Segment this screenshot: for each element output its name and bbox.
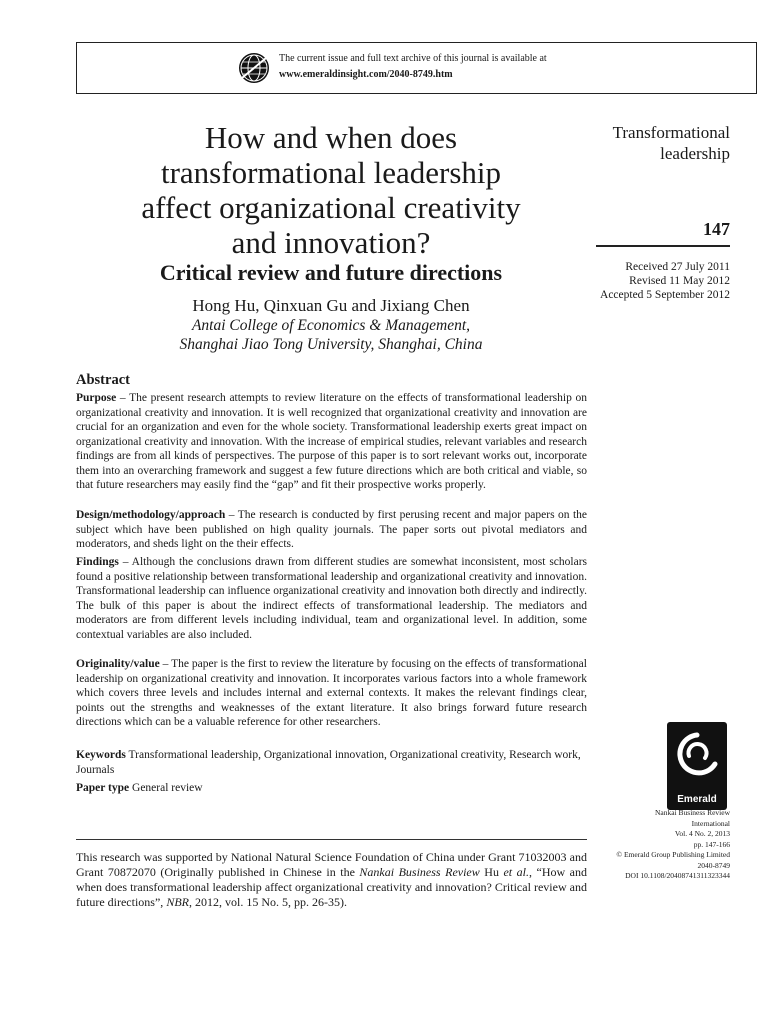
abstract-keywords xyxy=(76,748,587,777)
journal-name-cont: International xyxy=(691,818,730,828)
design-text: – The research is conducted by first perusing recent and major papers on the subject which have been published on high quality journals. The paper sorts out pivotal mediators and moderators, and sheds light on the their effects. xyxy=(76,509,587,550)
abstract-heading: Abstract xyxy=(76,372,130,388)
page-number: 147 xyxy=(703,219,730,239)
running-head-line-1: Transformational xyxy=(612,123,730,142)
emerald-label: Emerald xyxy=(677,794,717,805)
journal-doi: DOI 10.1108/20408741311323344 xyxy=(625,871,730,880)
banner-availability-text: The current issue and full text archive of this journal is available at xyxy=(279,53,547,64)
running-head xyxy=(596,122,730,164)
running-head-line-2: leadership xyxy=(660,144,730,163)
originality-label: Originality/value xyxy=(76,658,160,670)
right-column-divider xyxy=(596,245,730,247)
journal-copyright: © Emerald Group Publishing Limited xyxy=(616,850,730,859)
journal-banner xyxy=(76,42,757,94)
funding-journal-name: Nankai Business Review xyxy=(359,865,480,879)
originality-text: – The paper is the first to review the literature by focusing on the effects of transformational leadership on organizational creativity and innovation. It incorporates various factors into a whole framework which covers three levels and includes internal and external contexts. It makes the relevant findings clear, points out the strengths and weaknesses of the extant literature. It also brings forward future research directions which can be a valuable reference for other researchers. xyxy=(76,658,587,728)
paper-type-text: General review xyxy=(129,782,203,794)
purpose-label: Purpose xyxy=(76,392,117,404)
abstract-findings xyxy=(76,555,587,642)
funding-nbr: NBR xyxy=(166,895,189,909)
funding-et-al: et al. xyxy=(503,865,529,879)
journal-volume: Vol. 4 No. 2, 2013 xyxy=(674,829,730,838)
title-line-4: and innovation? xyxy=(231,225,431,260)
accepted-date: Accepted 5 September 2012 xyxy=(600,289,730,301)
revised-date: Revised 11 May 2012 xyxy=(629,275,730,287)
funding-part-4: , 2012, vol. 15 No. 5, pp. 26-35). xyxy=(188,895,347,909)
funding-part-1: This research was supported by National Natural Science Foundation of China under Grant 71032003 and Grant 70872070 (Originally published in Chinese in the xyxy=(76,850,587,879)
abstract-purpose xyxy=(76,391,587,493)
title-line-2: transformational leadership xyxy=(160,155,502,190)
title-line-3: affect organizational creativity xyxy=(141,190,521,225)
banner-url-link[interactable]: www.emeraldinsight.com/2040-8749.htm xyxy=(279,69,453,80)
journal-pages: pp. 147-166 xyxy=(693,839,730,849)
funding-part-3: , “How and when does transformational leadership affect organizational creativity and innovation? Critical review and future directions”, xyxy=(76,865,587,909)
paper-type-label: Paper type xyxy=(76,782,130,794)
keywords-label: Keywords xyxy=(76,749,126,761)
received-date: Received 27 July 2011 xyxy=(625,261,730,273)
journal-issn: 2040-8749 xyxy=(697,860,730,870)
abstract-design xyxy=(76,508,587,552)
footnote-divider xyxy=(76,839,587,840)
author-list: Hong Hu, Qinxuan Gu and Jixiang Chen xyxy=(192,296,470,315)
abstract-paper-type xyxy=(76,781,587,796)
article-subtitle: Critical review and future directions xyxy=(159,260,503,285)
journal-name: Nankai Business Review xyxy=(655,808,730,817)
funding-part-2: Hu xyxy=(479,865,504,879)
article-title xyxy=(76,120,586,260)
globe-icon xyxy=(238,52,270,84)
keywords-text: Transformational leadership, Organizational innovation, Organizational creativity, Research work, Journals xyxy=(76,749,581,776)
emerald-e-icon xyxy=(667,722,727,792)
affiliation-line-1: Antai College of Economics & Management, xyxy=(191,317,471,334)
findings-text: – Although the conclusions drawn from different studies are somewhat inconsistent, most scholars found a positive relationship between transformational leadership and organizational creativity and innovation. Transformational leadership can influence organizational creativity and innovation both directly and indirectly. The bulk of this paper is about the indirect effects of transformational leadership. The mediators and moderators are from different levels including individual, team and organizational level. In addition, some contextual variables are also included. xyxy=(76,556,587,641)
funding-note xyxy=(76,850,587,910)
affiliation-line-2: Shanghai Jiao Tong University, Shanghai, China xyxy=(179,336,483,353)
title-line-1: How and when does xyxy=(204,120,458,155)
journal-info xyxy=(590,808,730,882)
emerald-logo xyxy=(667,722,727,810)
purpose-text: – The present research attempts to review literature on the effects of transformational leadership on organizational creativity and innovation. It is well recognized that organizational creativity and innovation are crucial for an organization and even for the whole society. Transformational leadership exerts great impact on organizational creativity and innovation. With the increase of empirical studies, relevant variables and research findings are from all kinds of perspectives. The purpose of this paper is to sort relevant works out, incorporate them into an overarching framework and suggest a few future directions which are both critical and viable, so that future researchers may easily find the “gap” and fit their prospective works properly. xyxy=(76,392,587,491)
design-label: Design/methodology/approach xyxy=(76,509,226,521)
abstract-originality xyxy=(76,657,587,730)
findings-label: Findings xyxy=(76,556,119,568)
